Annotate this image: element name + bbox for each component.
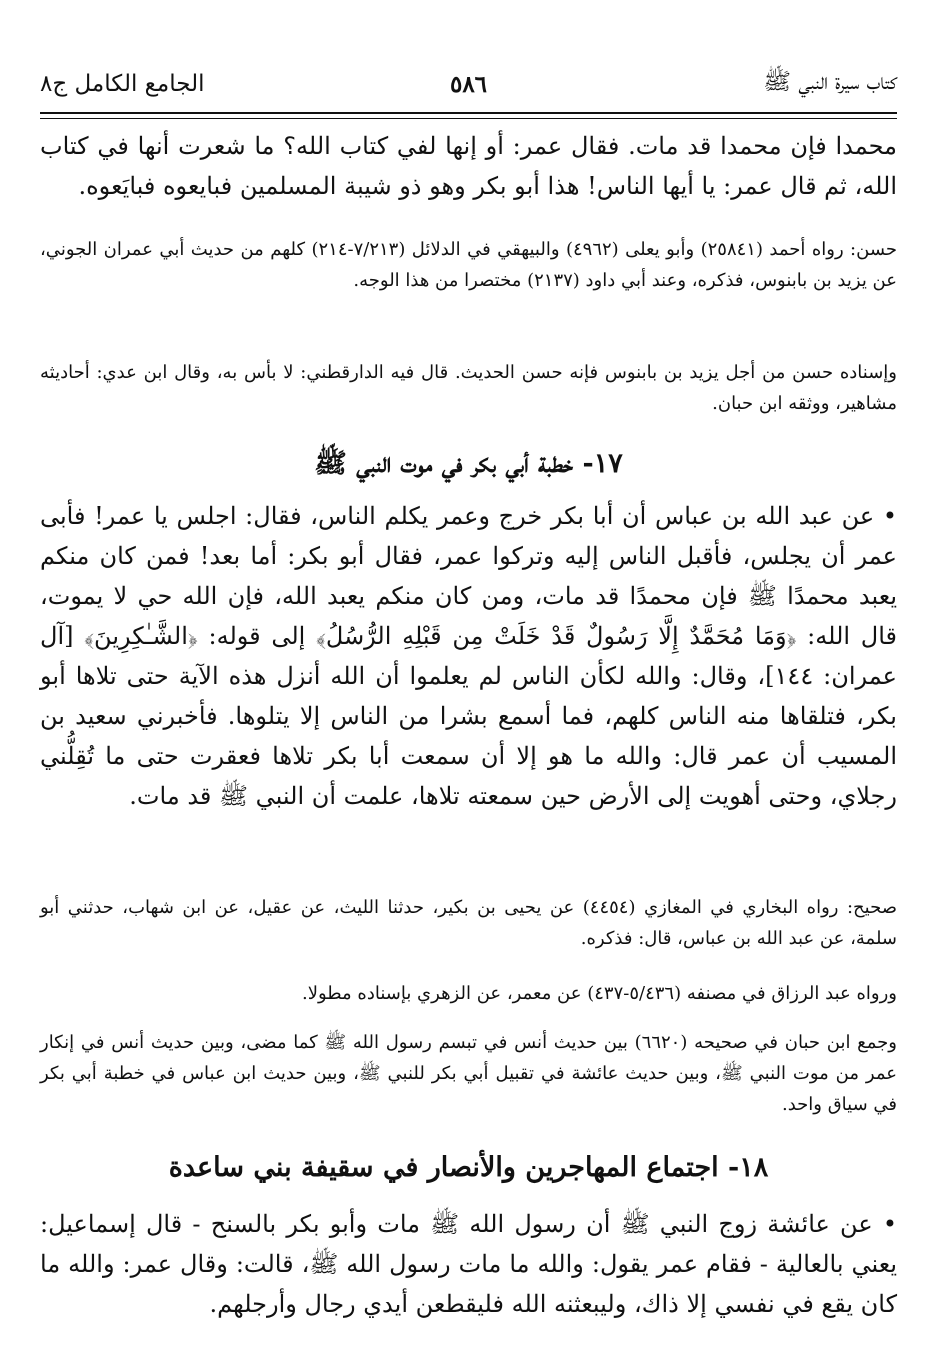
section-heading-18: ١٨- اجتماع المهاجرين والأنصار في سقيفة بني ساعدة [168,1152,769,1183]
footnote-takhrij-1: حسن: رواه أحمد (٢٥٨٤١) وأبو يعلى (٤٩٦٢) والبيهقي في الدلائل (٧/٢١٣-٢١٤) كلهم من حديث أبي عمران الجوني، عن يزيد بن بابنوس، فذكره، وعند أبي داود (٢١٣٧) مختصرا من هذا الوجه. [40,239,898,291]
main-paragraph-continuation: محمدا فإن محمدا قد مات. فقال عمر: أو إنها لفي كتاب الله؟ ما شعرت أنها في كتاب الله، ثم قال عمر: يا أيها الناس! هذا أبو بكر وهو ذو شيبة المسلمين فبايعوه فبايَعوه. [40,132,897,200]
footnote-ibn-hibban: وجمع ابن حبان في صحيحه (٦٦٢٠) بين حديث أنس في تبسم رسول الله ﷺ كما مضى، وبين حديث أنس في إنكار عمر من موت النبي ﷺ، وبين حديث عائشة في تقبيل أبي بكر للنبي ﷺ، وبين حديث ابن عباس في خطبة أبي بكر في سياق واحد. [40,1032,897,1115]
hadith-paragraph-17: • عن عبد الله بن عباس أن أبا بكر خرج وعمر يكلم الناس، فقال: اجلس يا عمر! فأبى عمر أن يجلس، فأقبل الناس إليه وتركوا عمر، فقال أبو بكر: أما بعد! فمن كان منكم يعبد محمدًا ﷺ فإن محمدًا قد مات، ومن كان منكم يعبد الله، فإن الله حي لا يموت، قال الله: ﴿وَمَا مُحَمَّدٌ إِلَّا رَسُولٌ قَدْ خَلَتْ مِن قَبْلِهِ الرُّسُلُ﴾ إلى قوله: ﴿الشَّـٰكِرِينَ﴾ [آل عمران: ١٤٤]، وقال: والله لكأن الناس لم يعلموا أن الله أنزل هذه الآية حتى تلاها أبو بكر، فتلقاها منه الناس كلهم، فما أسمع بشرا من الناس إلا يتلوها. فأخبرني سعيد بن المسيب أن عمر قال: والله ما هو إلا أن سمعت أبا بكر تلاها فعقرت حتى ما تُقِلُّني رجلاي، وحتى أهويت إلى الأرض حين سمعته تلاها، علمت أن النبي ﷺ قد مات. [40,502,897,810]
header-book-title: كتاب سيرة النبي ﷺ [763,69,897,95]
header-rule-thick [40,112,897,114]
footnote-abdurrazzaq: ورواه عبد الرزاق في مصنفه (٥/٤٣٦-٤٣٧) عن معمر، عن الزهري بإسناده مطولا. [301,983,897,1004]
running-header [40,64,897,104]
footnote-bukhari: صحيح: رواه البخاري في المغازي (٤٤٥٤) عن يحيى بن بكير، حدثنا الليث، عن عقيل، عن ابن شهاب، حدثني أبو سلمة، عن عبد الله بن عباس، قال: فذكره. [40,897,897,949]
header-rule-thin [40,118,897,119]
footnote-isnad-note: وإسناده حسن من أجل يزيد بن بابنوس فإنه حسن الحديث. قال فيه الدارقطني: لا بأس به، وقال ابن عدي: أحاديثه مشاهير، ووثقه ابن حبان. [40,362,897,414]
page-number: ٥٨٦ [449,70,488,98]
hadith-paragraph-18: • عن عائشة زوج النبي ﷺ أن رسول الله ﷺ مات وأبو بكر بالسنح - قال إسماعيل: يعني بالعالية - فقام عمر يقول: والله ما مات رسول الله ﷺ، قالت: وقال عمر: والله ما كان يقع في نفسي إلا ذاك، وليبعثنه الله فليقطعن أيدي رجال وأرجلهم. [40,1210,897,1318]
section-heading-17: ١٧- خطبة أبي بكر في موت النبي ﷺ [314,448,623,479]
header-series-title: الجامع الكامل ج٨ [40,71,205,97]
